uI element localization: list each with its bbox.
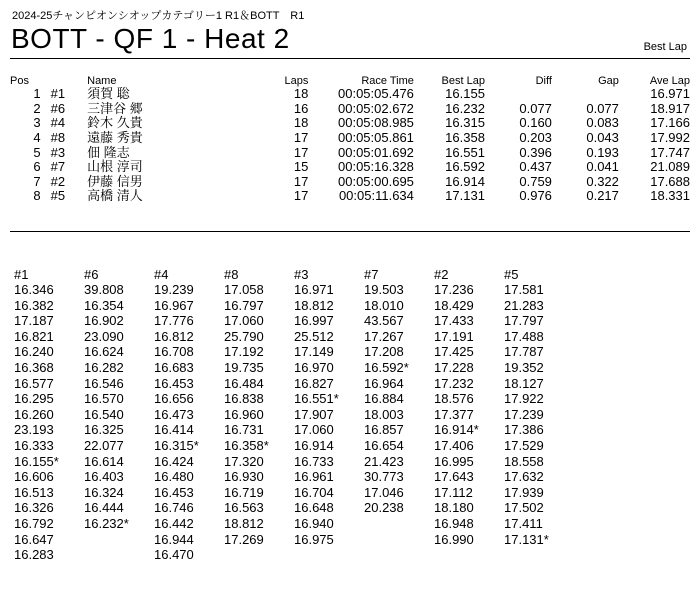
kart-column-header: #3 [294, 267, 309, 282]
lap-time-cell: 16.513 [14, 484, 54, 500]
race-time-cell: 00:05:01.692 [338, 144, 414, 160]
lap-time-cell: 16.606 [14, 469, 54, 485]
lap-time-cell: 17.131* [504, 531, 549, 547]
diff-cell: 0.437 [519, 159, 552, 175]
diff-cell [485, 87, 552, 102]
lap-time-cell: 16.960 [224, 406, 264, 422]
lap-time-cell: 16.914 [294, 437, 334, 453]
lap-time-cell: 16.624 [84, 344, 124, 360]
lap-time-cell: 17.232 [434, 375, 474, 391]
col-ave-lap-header: Ave Lap [649, 75, 690, 87]
lap-time-cell: 16.821 [14, 328, 54, 344]
lap-row [14, 344, 574, 360]
kart-column-header: #8 [224, 267, 239, 282]
lap-time-cell: 16.484 [224, 375, 264, 391]
race-time-cell: 00:05:16.328 [338, 159, 414, 175]
results-header-row [10, 69, 690, 87]
lap-time-cell [364, 532, 434, 548]
race-time-cell: 00:05:11.634 [338, 188, 414, 204]
gap-cell: 0.217 [586, 188, 619, 204]
lap-time-cell: 16.540 [84, 406, 124, 422]
number-cell: #4 [50, 115, 66, 131]
lap-time-cell: 18.812 [224, 515, 264, 531]
lap-row [14, 407, 574, 423]
lap-time-cell: 22.077 [84, 437, 124, 453]
lap-row [14, 454, 574, 470]
lap-time-cell: 17.269 [224, 531, 264, 547]
lap-time-cell: 17.320 [224, 453, 264, 469]
lap-time-cell: 16.358* [224, 437, 269, 453]
lap-time-cell: 16.884 [364, 391, 404, 407]
lap-time-cell: 16.797 [224, 297, 264, 313]
best-lap-cell: 16.358 [445, 130, 485, 146]
lap-time-cell: 17.776 [154, 313, 194, 329]
lap-row [14, 532, 574, 548]
pos-cell: 8 [33, 188, 41, 204]
lap-time-cell: 16.354 [84, 297, 124, 313]
lap-time-cell: 16.470 [154, 547, 194, 563]
laps-cell: 15 [293, 159, 309, 175]
lap-time-cell [504, 547, 574, 563]
lap-times-table [14, 267, 574, 563]
lap-time-cell: 16.812 [154, 328, 194, 344]
lap-time-cell: 17.377 [434, 406, 474, 422]
best-lap-cell: 16.155 [445, 86, 485, 102]
lap-time-cell: 30.773 [364, 469, 404, 485]
ave-lap-cell: 16.971 [650, 86, 690, 102]
lap-time-cell: 17.208 [364, 344, 404, 360]
lap-time-cell: 21.423 [364, 453, 404, 469]
lap-time-cell: 16.914* [434, 422, 479, 438]
number-cell: #3 [50, 144, 66, 160]
lap-time-cell: 16.260 [14, 406, 54, 422]
lap-time-cell: 21.283 [504, 297, 544, 313]
lap-row [14, 547, 574, 563]
diff-cell: 0.160 [519, 115, 552, 131]
col-diff-header: Diff [535, 75, 552, 87]
best-lap-cell: 16.592 [445, 159, 485, 175]
result-row [10, 160, 690, 175]
lap-time-cell: 16.990 [434, 531, 474, 547]
diff-cell: 0.077 [519, 100, 552, 116]
section-divider [10, 231, 690, 232]
lap-time-cell: 17.236 [434, 282, 474, 297]
lap-time-cell [294, 547, 364, 563]
lap-time-cell: 16.731 [224, 422, 264, 438]
lap-time-cell: 17.406 [434, 437, 474, 453]
name-cell: 高橋 清人 [87, 188, 143, 204]
ave-lap-cell: 18.917 [650, 100, 690, 116]
lap-time-cell: 17.046 [364, 484, 404, 500]
lap-time-cell: 16.282 [84, 359, 124, 375]
header-divider [10, 58, 690, 59]
lap-time-cell: 16.403 [84, 469, 124, 485]
pos-cell: 2 [33, 100, 41, 116]
lap-time-cell [364, 516, 434, 532]
lap-time-cell: 39.808 [84, 282, 124, 297]
lap-time-cell [84, 547, 154, 563]
number-cell: #2 [50, 173, 66, 189]
lap-row [14, 313, 574, 329]
kart-column-header: #6 [84, 267, 99, 282]
lap-time-cell: 16.480 [154, 469, 194, 485]
diff-cell: 0.759 [519, 173, 552, 189]
ave-lap-cell: 21.089 [650, 159, 690, 175]
ave-lap-cell: 18.331 [650, 188, 690, 204]
ave-lap-cell: 17.166 [650, 115, 690, 131]
pos-cell: 3 [33, 115, 41, 131]
race-time-cell: 00:05:00.695 [338, 173, 414, 189]
lap-time-cell: 23.193 [14, 422, 54, 438]
lap-time-cell: 16.930 [224, 469, 264, 485]
ave-lap-cell: 17.747 [650, 144, 690, 160]
lap-row [14, 438, 574, 454]
best-lap-cell: 16.551 [445, 144, 485, 160]
lap-row [14, 469, 574, 485]
name-cell: 三津谷 郷 [87, 100, 143, 116]
lap-row [14, 391, 574, 407]
lap-time-cell: 16.453 [154, 375, 194, 391]
lap-header-row [14, 267, 574, 282]
pos-cell: 6 [33, 159, 41, 175]
lap-time-cell: 16.961 [294, 469, 334, 485]
lap-time-cell: 16.442 [154, 515, 194, 531]
pos-cell: 1 [33, 86, 41, 102]
name-cell: 佃 隆志 [87, 144, 130, 160]
lap-time-cell: 17.239 [504, 406, 544, 422]
best-lap-cell: 16.914 [445, 173, 485, 189]
lap-time-cell: 16.382 [14, 297, 54, 313]
lap-time-cell: 16.577 [14, 375, 54, 391]
lap-time-cell: 16.648 [294, 500, 334, 516]
lap-time-cell: 16.240 [14, 344, 54, 360]
col-race-time-header: Race Time [361, 75, 414, 87]
lap-time-cell: 18.558 [504, 453, 544, 469]
laps-cell: 17 [293, 188, 309, 204]
lap-time-cell: 16.902 [84, 313, 124, 329]
lap-time-cell: 17.433 [434, 313, 474, 329]
lap-time-cell: 16.995 [434, 453, 474, 469]
lap-time-cell: 16.325 [84, 422, 124, 438]
results-table [10, 69, 690, 204]
lap-time-cell: 16.546 [84, 375, 124, 391]
lap-time-cell: 16.964 [364, 375, 404, 391]
lap-time-cell: 17.411 [504, 515, 543, 531]
lap-time-cell: 16.473 [154, 406, 194, 422]
kart-column-header: #2 [434, 267, 449, 282]
gap-cell: 0.322 [586, 173, 619, 189]
kart-column-header: #5 [504, 267, 519, 282]
lap-row [14, 376, 574, 392]
col-name-header: Name [87, 75, 117, 87]
lap-row [14, 298, 574, 314]
lap-time-cell: 17.632 [504, 469, 544, 485]
lap-time-cell: 16.324 [84, 484, 124, 500]
lap-time-cell: 17.187 [14, 313, 54, 329]
lap-time-cell: 16.708 [154, 344, 194, 360]
lap-time-cell: 16.232* [84, 515, 129, 531]
lap-time-cell: 16.424 [154, 453, 194, 469]
gap-cell: 0.043 [586, 130, 619, 146]
best-lap-legend: Best Lap [643, 41, 687, 53]
lap-time-cell: 17.502 [504, 500, 544, 516]
lap-time-cell: 16.838 [224, 391, 264, 407]
lap-time-cell: 16.857 [364, 422, 404, 438]
number-cell: #1 [50, 86, 66, 102]
gap-cell: 0.193 [586, 144, 619, 160]
lap-time-cell: 18.010 [364, 297, 404, 313]
lap-time-cell: 16.967 [154, 297, 194, 313]
kart-column-header: #4 [154, 267, 169, 282]
lap-time-cell: 17.907 [294, 406, 334, 422]
lap-time-cell: 16.295 [14, 391, 54, 407]
lap-time-cell: 17.488 [504, 328, 544, 344]
lap-time-cell: 25.790 [224, 328, 264, 344]
lap-time-cell: 17.939 [504, 484, 544, 500]
lap-time-cell: 16.647 [14, 531, 54, 547]
lap-time-cell: 18.127 [504, 375, 544, 391]
lap-time-cell: 20.238 [364, 500, 404, 516]
diff-cell: 0.396 [519, 144, 552, 160]
lap-time-cell: 16.948 [434, 515, 474, 531]
lap-time-cell: 17.267 [364, 328, 404, 344]
result-row [10, 189, 690, 204]
lap-time-cell: 16.614 [84, 453, 124, 469]
lap-time-cell: 16.654 [364, 437, 404, 453]
race-time-cell: 00:05:05.861 [338, 130, 414, 146]
lap-row [14, 485, 574, 501]
lap-time-cell: 23.090 [84, 328, 124, 344]
lap-row [14, 500, 574, 516]
lap-time-cell: 16.827 [294, 375, 334, 391]
lap-time-cell: 18.429 [434, 297, 474, 313]
lap-time-cell: 16.683 [154, 359, 194, 375]
race-time-cell: 00:05:05.476 [338, 86, 414, 102]
col-pos-header: Pos [10, 75, 29, 87]
diff-cell: 0.203 [519, 130, 552, 146]
laps-cell: 17 [293, 130, 309, 146]
kart-column-header: #1 [14, 267, 29, 282]
lap-time-cell: 16.368 [14, 359, 54, 375]
lap-time-cell: 17.112 [434, 484, 473, 500]
lap-time-cell: 16.326 [14, 500, 54, 516]
lap-time-cell: 16.155* [14, 453, 59, 469]
col-number-header [51, 69, 88, 87]
name-cell: 鈴木 久貴 [87, 115, 143, 131]
lap-time-cell: 18.576 [434, 391, 474, 407]
lap-time-cell: 16.570 [84, 391, 124, 407]
laps-cell: 17 [293, 144, 309, 160]
ave-lap-cell: 17.688 [650, 173, 690, 189]
pos-cell: 7 [33, 173, 41, 189]
lap-time-cell: 16.592* [364, 359, 409, 375]
lap-time-cell: 16.970 [294, 359, 334, 375]
lap-time-cell: 16.414 [154, 422, 194, 438]
result-row [10, 116, 690, 131]
lap-time-cell: 17.192 [224, 344, 264, 360]
best-lap-cell: 16.315 [445, 115, 485, 131]
ave-lap-cell: 17.992 [650, 130, 690, 146]
lap-time-cell: 16.746 [154, 500, 194, 516]
lap-time-cell: 18.003 [364, 406, 404, 422]
event-subtitle: 2024-25チャンピオンシオップカテゴリー1 R1＆BOTT R1 [12, 10, 305, 22]
lap-time-cell: 17.797 [504, 313, 544, 329]
col-gap-header: Gap [598, 75, 619, 87]
lap-time-cell: 16.333 [14, 437, 54, 453]
laps-cell: 18 [293, 86, 309, 102]
laps-cell: 18 [293, 115, 309, 131]
lap-time-cell: 16.656 [154, 391, 194, 407]
lap-time-cell: 16.315* [154, 437, 199, 453]
best-lap-cell: 16.232 [445, 100, 485, 116]
pos-cell: 4 [33, 130, 41, 146]
name-cell: 須賀 聡 [87, 86, 130, 102]
lap-time-cell: 16.733 [294, 453, 334, 469]
lap-time-cell: 17.425 [434, 344, 474, 360]
lap-time-cell: 16.551* [294, 391, 339, 407]
lap-time-cell: 16.444 [84, 500, 124, 516]
lap-time-cell: 17.643 [434, 469, 474, 485]
name-cell: 山根 淳司 [87, 159, 143, 175]
lap-row [14, 516, 574, 532]
lap-time-cell: 17.922 [504, 391, 544, 407]
gap-cell: 0.041 [586, 159, 619, 175]
number-cell: #6 [50, 100, 66, 116]
lap-time-cell: 16.971 [294, 282, 334, 297]
result-row [10, 145, 690, 160]
name-cell: 伊藤 信男 [87, 173, 143, 189]
lap-time-cell [84, 532, 154, 548]
lap-time-cell: 18.812 [294, 297, 334, 313]
lap-time-cell: 16.997 [294, 313, 334, 329]
kart-column-header: #7 [364, 267, 379, 282]
lap-time-cell: 19.735 [224, 359, 264, 375]
lap-time-cell: 17.060 [294, 422, 334, 438]
number-cell: #5 [50, 188, 66, 204]
pos-cell: 5 [33, 144, 41, 160]
name-cell: 遠藤 秀貴 [87, 130, 143, 146]
lap-time-cell: 17.581 [504, 282, 544, 297]
gap-cell [552, 87, 619, 102]
lap-time-cell: 19.239 [154, 282, 194, 297]
lap-time-cell: 16.719 [224, 484, 264, 500]
lap-time-cell: 17.060 [224, 313, 264, 329]
lap-row [14, 282, 574, 298]
lap-time-cell: 16.283 [14, 547, 54, 563]
lap-time-cell: 16.453 [154, 484, 194, 500]
diff-cell: 0.976 [519, 188, 552, 204]
gap-cell: 0.083 [586, 115, 619, 131]
lap-row [14, 422, 574, 438]
col-best-lap-header: Best Lap [441, 75, 485, 87]
lap-time-cell: 16.704 [294, 484, 334, 500]
col-laps-header: Laps [284, 75, 309, 87]
lap-row [14, 360, 574, 376]
lap-time-cell: 16.944 [154, 531, 194, 547]
page-title: BOTT - QF 1 - Heat 2 [11, 23, 290, 54]
gap-cell: 0.077 [586, 100, 619, 116]
best-lap-cell: 17.131 [445, 188, 485, 204]
lap-time-cell: 17.149 [294, 344, 334, 360]
number-cell: #7 [50, 159, 66, 175]
lap-time-cell: 16.563 [224, 500, 264, 516]
lap-time-cell: 19.352 [504, 359, 544, 375]
lap-time-cell: 16.792 [14, 515, 54, 531]
lap-time-cell: 16.975 [294, 531, 334, 547]
lap-time-cell: 17.191 [434, 328, 474, 344]
result-row [10, 175, 690, 190]
lap-time-cell: 17.228 [434, 359, 474, 375]
lap-time-cell: 43.567 [364, 313, 404, 329]
race-time-cell: 00:05:08.985 [338, 115, 414, 131]
result-row [10, 131, 690, 146]
lap-row [14, 329, 574, 345]
lap-time-cell [224, 547, 294, 563]
lap-time-cell: 17.386 [504, 422, 544, 438]
result-row [10, 87, 690, 102]
lap-time-cell: 17.058 [224, 282, 264, 297]
lap-time-cell: 19.503 [364, 282, 404, 297]
lap-time-cell: 17.787 [504, 344, 544, 360]
result-row [10, 102, 690, 117]
lap-time-cell: 18.180 [434, 500, 474, 516]
race-time-cell: 00:05:02.672 [338, 100, 414, 116]
lap-time-cell: 16.940 [294, 515, 334, 531]
lap-time-cell [434, 547, 504, 563]
number-cell: #8 [50, 130, 66, 146]
laps-cell: 16 [293, 100, 309, 116]
lap-time-cell: 25.512 [294, 328, 334, 344]
lap-time-cell: 17.529 [504, 437, 544, 453]
lap-time-cell: 16.346 [14, 282, 54, 297]
lap-time-cell [364, 547, 434, 563]
laps-cell: 17 [293, 173, 309, 189]
